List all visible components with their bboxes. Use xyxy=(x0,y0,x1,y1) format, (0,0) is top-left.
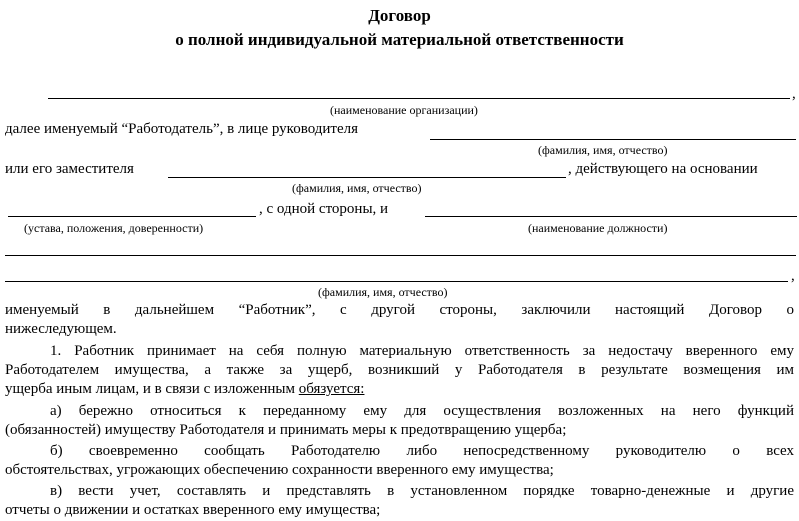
caption-org: (наименование организации) xyxy=(330,103,478,117)
caption-fio-3: (фамилия, имя, отчество) xyxy=(318,285,448,299)
clause-1-line-1: 1. Работник принимает на себя полную материальную ответственность за недостачу вверенного ему xyxy=(50,343,794,359)
manager-name-line xyxy=(430,139,796,140)
intro-line-2: нижеследующем. xyxy=(5,321,117,337)
employee-name-line xyxy=(5,281,788,282)
item-c xyxy=(5,482,794,520)
deputy-text: или его заместителя xyxy=(5,161,134,177)
deputy-name-line xyxy=(168,177,566,178)
comma-1: , xyxy=(792,86,796,102)
document-title: Договор xyxy=(368,6,431,25)
one-side-text: , с одной стороны, и xyxy=(259,201,389,217)
document-subtitle: о полной индивидуальной материальной ответственности xyxy=(175,30,624,49)
org-name-line xyxy=(48,98,790,99)
clause-1-line-2: Работодателем имущества, а также за ущерб, возникший у Работодателя в результате возмещения им xyxy=(5,362,794,378)
clause-1-line-3-text: ущерба иным лицам, и в связи с изложенным xyxy=(5,381,299,397)
caption-position: (наименование должности) xyxy=(528,221,668,235)
item-b xyxy=(5,442,794,480)
position-line xyxy=(425,216,797,217)
intro-paragraph xyxy=(5,301,794,339)
basis-line xyxy=(8,216,256,217)
item-a-line-1: а) бережно относиться к переданному ему для осуществления возложенных на него функций xyxy=(50,403,794,419)
intro-line-1: именуемый в дальнейшем “Работник”, с другой стороны, заключили настоящий Договор о xyxy=(5,302,794,318)
acting-basis-text: , действующего на основании xyxy=(568,161,758,177)
obligates-underlined: обязуется: xyxy=(298,381,365,397)
blank-line xyxy=(5,255,796,256)
caption-basis: (устава, положения, доверенности) xyxy=(24,221,204,235)
item-b-line-2: обстоятельствах, угрожающих обеспечению сохранности вверенного ему имущества; xyxy=(5,462,554,478)
item-c-line-1: в) вести учет, составлять и представлять в установленном порядке товарно-денежные и другие xyxy=(50,483,794,499)
item-a xyxy=(5,402,794,440)
item-c-line-2: отчеты о движении и остатках вверенного ему имущества; xyxy=(5,502,381,518)
caption-fio-1: (фамилия, имя, отчество) xyxy=(538,143,668,157)
comma-2: , xyxy=(791,268,795,284)
caption-fio-2: (фамилия, имя, отчество) xyxy=(292,181,422,195)
item-b-line-1: б) своевременно сообщать Работодателю либо непосредственному руководителю о всех xyxy=(50,443,794,459)
clause-1 xyxy=(5,342,794,399)
item-a-line-2: (обязанностей) имуществу Работодателя и принимать меры к предотвращению ущерба; xyxy=(5,422,567,438)
employer-text: далее именуемый “Работодатель”, в лице руководителя xyxy=(5,121,359,137)
clause-1-line-3 xyxy=(5,380,794,399)
